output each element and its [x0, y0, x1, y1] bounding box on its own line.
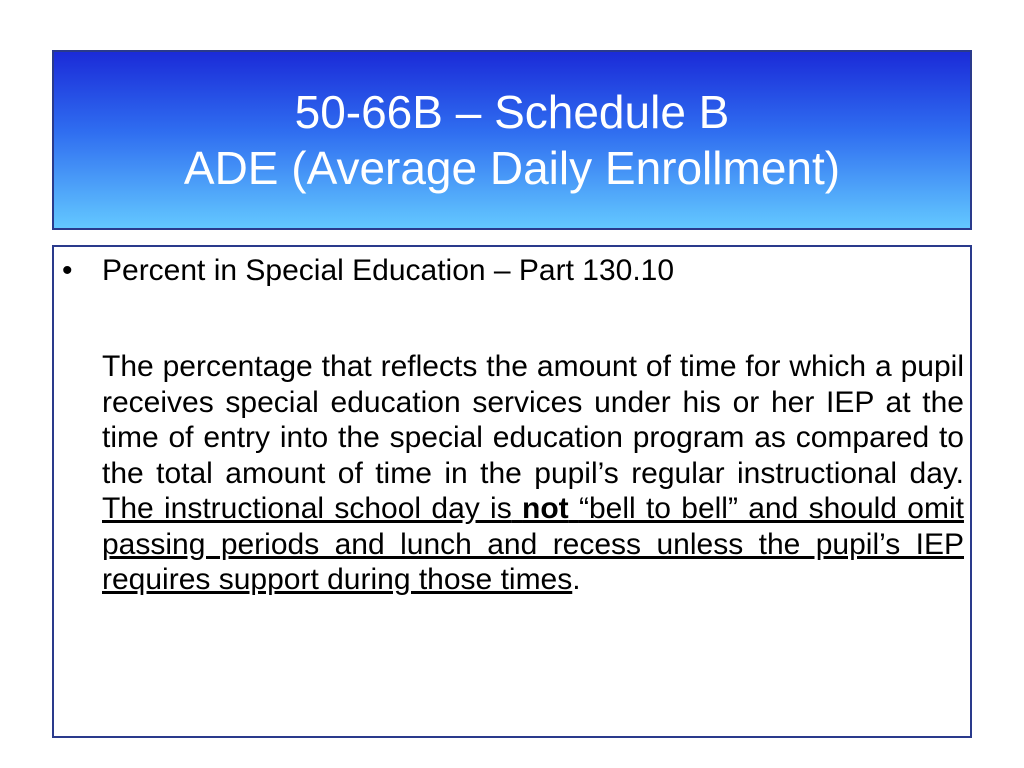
paragraph-end-punct: .: [572, 563, 581, 596]
paragraph-bold-emphasis: not: [522, 492, 569, 525]
paragraph-underlined-lead: The instructional school day is: [102, 492, 512, 525]
title-box: [52, 50, 972, 230]
title-line-2: ADE (Average Daily Enrollment): [183, 142, 841, 194]
paragraph-underlined-tail: “bell to bell” and should omit passing periods and lunch and recess unless the pupil’s IEP requires support during those times: [102, 492, 964, 596]
title-line-1: 50-66B – Schedule B: [294, 86, 730, 138]
bullet-heading: Percent in Special Education – Part 130.10: [102, 254, 675, 287]
content-box: [52, 245, 972, 738]
bullet-marker: •: [62, 254, 73, 287]
paragraph-plain-text: The percentage that reflects the amount of time for which a pupil receives special education services under his or her IEP at the time of entry into the special education program as compared to the total amount of time in the pupil’s regular instructional day.: [102, 350, 964, 490]
definition-paragraph: [102, 349, 964, 598]
